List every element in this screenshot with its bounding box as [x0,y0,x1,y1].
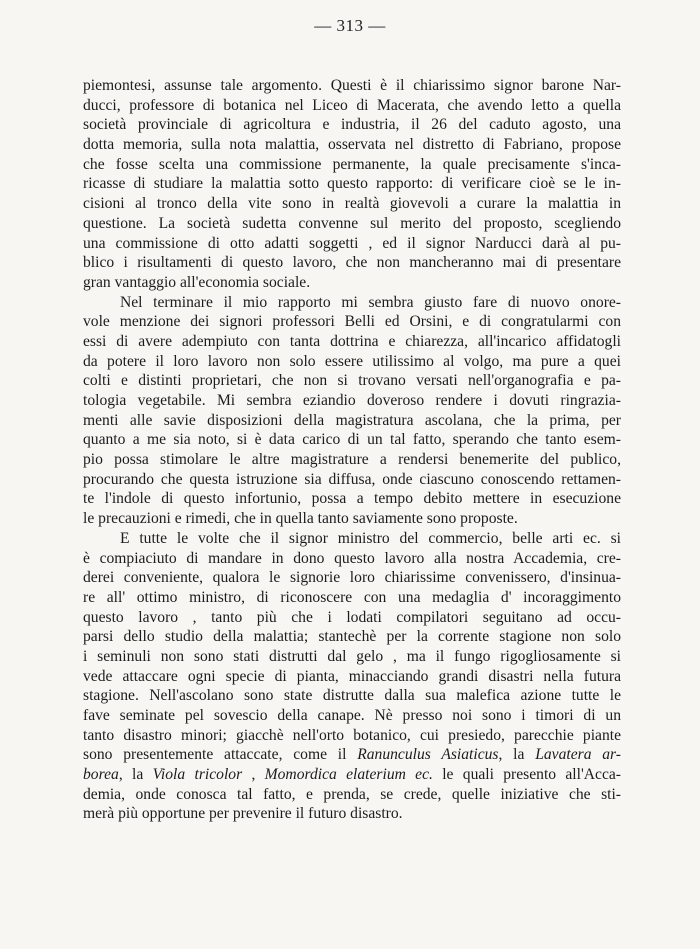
species-name: Lavatera ar- [535,746,622,764]
text-line: essi di avere adempiuto con tanta dottrina e chiarezza, all'incarico affidatogli [83,332,621,350]
text-line: parsi dello studio della malattia; stantechè per la corrente stagione non solo [83,628,621,646]
text-line: gran vantaggio all'economia sociale. [83,273,311,291]
text-run: , la [498,746,536,764]
text-line: colti e distinti proprietari, che non si trovano versati nell'organografia e pa- [83,372,621,390]
text-line: blico i risultamenti di questo lavoro, che non mancheranno mai di presentare [83,254,621,272]
text-line: i seminuli non sono stati distrutti dal gelo , ma il fungo rigogliosamente si [83,647,621,665]
text-line: vole menzione dei signori professori Belli ed Orsini, e di congratularmi con [83,313,621,331]
species-name: Viola tricolor [152,766,243,784]
species-name: borea [83,766,119,784]
text-line: demia, onde conosca tal fatto, e prenda, se crede, quelle iniziative che sti- [83,785,621,803]
text-run: , [242,766,265,784]
text-line: ducci, professore di botanica nel Liceo di Macerata, che avendo letto a quella [83,96,621,114]
text-line: procurando che questa istruzione sia diffusa, onde ciascuno conoscendo rettamen- [83,470,621,488]
text-line: una commissione di otto adatti soggetti , ed il signor Narducci darà al pu- [83,234,621,252]
text-line: E tutte le volte che il signor ministro del commercio, belle arti ec. si [120,529,621,547]
text-line: che fosse scelta una commissione permanente, la quale precisamente s'inca- [83,155,621,173]
text-line: da potere il loro lavoro non solo essere utilissimo al volgo, ma pure a quei [83,352,621,370]
text-run: le quali presento all'Acca- [432,766,621,784]
text-line: stagione. Nell'ascolano sono state distrutte dalla sua malefica azione tutte le [83,687,621,705]
text-line: ricasse di studiare la malattia sotto questo rapporto: di verificare cioè se le in- [83,175,621,193]
species-line [83,745,621,765]
species-name: Momordica elaterium ec. [264,766,433,784]
text-line: le precauzioni e rimedi, che in quella tanto saviamente sono proposte. [83,510,518,528]
text-run: , la [118,766,153,784]
text-line: cisioni al tronco della vite sono in realtà giovevoli a curare la malattia in [83,195,621,213]
species-name: Ranunculus Asiaticus [357,746,499,764]
text-line: vede attaccare ogni specie di pianta, minacciando grandi disastri nella futura [83,667,621,685]
species-line [83,765,621,785]
text-line: tanto disastro minori; giacchè nell'orto botanico, cui presiedo, parecchie piante [83,726,621,744]
text-line: è compiaciuto di mandare in dono questo lavoro alla nostra Accademia, cre- [83,549,621,567]
text-line: te l'indole di questo infortunio, possa a tempo debito mettere in esecuzione [83,490,621,508]
text-line: derei conveniente, qualora le signorie loro chiarissime convenissero, d'insinua- [83,569,621,587]
text-line: fave seminate pel sovescio della canape. Nè presso noi sono i timori di un [83,707,621,724]
text-line: dotta memoria, sulla nota malattia, osservata nel distretto di Fabriano, propose [83,136,621,154]
text-line: questo lavoro , tanto più che i lodati compilatori seguitano ad occu- [83,608,621,626]
text-line: piemontesi, assunse tale argomento. Questi è il chiarissimo signor barone Nar- [83,77,621,94]
page-number: — 313 — [314,16,386,35]
text-line: re all' ottimo ministro, di riconoscere con una medaglia d' incoraggimento [83,588,621,606]
text-line: menti alle savie disposizioni della magistratura ascolana, che la prima, per [83,411,621,429]
text-run: sono presentemente attaccate, come il [83,746,358,764]
text-line: quanto a me sia noto, si è data carico di un tal fatto, sperando che tanto esem- [83,431,621,449]
text-line: Nel terminare il mio rapporto mi sembra giusto fare di nuovo onore- [120,293,621,311]
body-text [83,76,621,824]
text-line: tologia vegetabile. Mi sembra eziandio doveroso rendere i dovuti ringrazia- [83,392,621,409]
text-line: pio possa stimolare le altre magistrature a rendersi benemerite del publico, [83,451,621,469]
text-line: merà più opportune per prevenire il futuro disastro. [83,805,403,823]
text-line: società provinciale di agricoltura e industria, il 26 del caduto agosto, una [83,116,621,134]
text-line: questione. La società sudetta convenne sul merito del proposto, scegliendo [83,214,621,232]
